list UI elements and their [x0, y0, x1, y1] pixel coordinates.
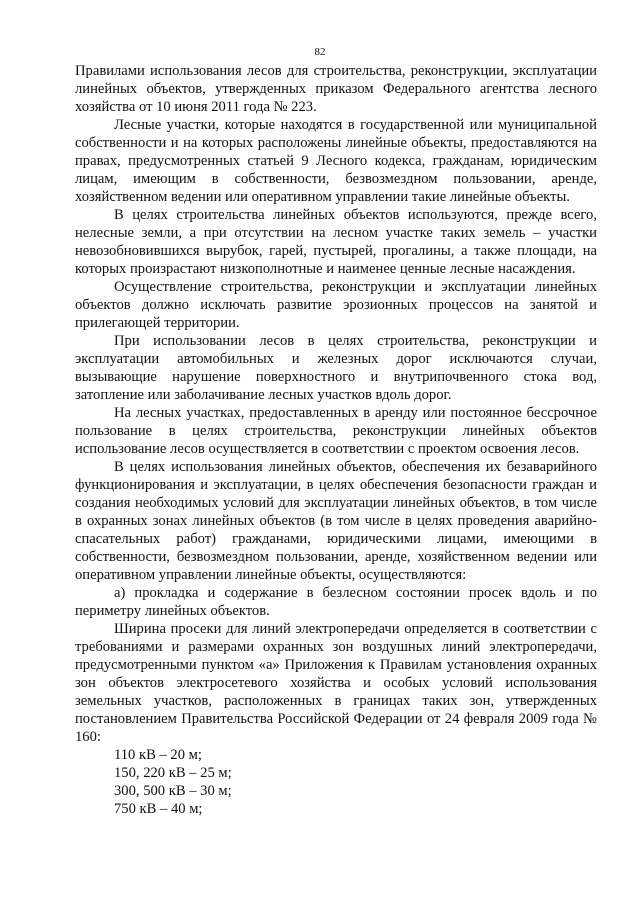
list-item: 300, 500 кВ – 30 м;	[114, 783, 232, 799]
paragraph: В целях использования линейных объектов, обеспечения их безаварийного функционирования и эксплуатации, в целях обеспечения безопасности граждан и создания необходимых условий для эксплуатации линейных объектов, в том числе в охранных зонах линейных объектов (в том числе в целях проведения аварийно-спасательных работ) гражданами, юридическими лицами, имеющими в собственности, безвозмездном пользовании, аренде, хозяйственном ведении или оперативном управлении линейные объекты, осуществляются:	[75, 459, 597, 583]
paragraph: Ширина просеки для линий электропередачи определяется в соответствии с требованиями и размерами охранных зон воздушных линий электропередачи, предусмотренными пунктом «а» Приложения к Правилам установления охранных зон объектов электросетевого хозяйства и особых условий использования земельных участков, расположенных в границах таких зон, утвержденных постановлением Правительства Российской Федерации от 24 февраля 2009 года № 160:	[75, 621, 597, 745]
paragraph: Лесные участки, которые находятся в государственной или муниципальной собственности и на которых расположены линейные объекты, предоставляются на правах, предусмотренных статьей 9 Лесного кодекса, гражданам, юридическим лицам, имеющим в собственности, безвозмездном пользовании, аренде, хозяйственном ведении или оперативном управлении такие линейные объекты.	[75, 117, 597, 205]
list-item: 150, 220 кВ – 25 м;	[114, 765, 232, 781]
list-item: 110 кВ – 20 м;	[114, 747, 202, 763]
paragraph: Осуществление строительства, реконструкции и эксплуатации линейных объектов должно исключать развитие эрозионных процессов на занятой и прилегающей территории.	[75, 279, 597, 331]
paragraph: На лесных участках, предоставленных в аренду или постоянное бессрочное пользование в целях строительства, реконструкции линейных объектов использование лесов осуществляется в соответствии с проектом освоения лесов.	[75, 405, 597, 457]
paragraph: Правилами использования лесов для строительства, реконструкции, эксплуатации линейных объектов, утвержденных приказом Федерального агентства лесного хозяйства от 10 июня 2011 года № 223.	[75, 63, 597, 115]
page-number: 82	[314, 46, 326, 58]
list-item: 750 кВ – 40 м;	[114, 801, 203, 817]
document-body	[75, 62, 597, 818]
paragraph: При использовании лесов в целях строительства, реконструкции и эксплуатации автомобильных и железных дорог исключаются случаи, вызывающие нарушение поверхностного и внутрипочвенного стока вод, затопление или заболачивание лесных участков вдоль дорог.	[75, 333, 597, 403]
paragraph: В целях строительства линейных объектов используются, прежде всего, нелесные земли, а при отсутствии на лесном участке таких земель – участки невозобновившихся вырубок, гарей, пустырей, прогалины, а также площади, на которых произрастают низкополнотные и наименее ценные лесные насаждения.	[75, 207, 597, 277]
paragraph: а) прокладка и содержание в безлесном состоянии просек вдоль и по периметру линейных объектов.	[75, 585, 597, 619]
